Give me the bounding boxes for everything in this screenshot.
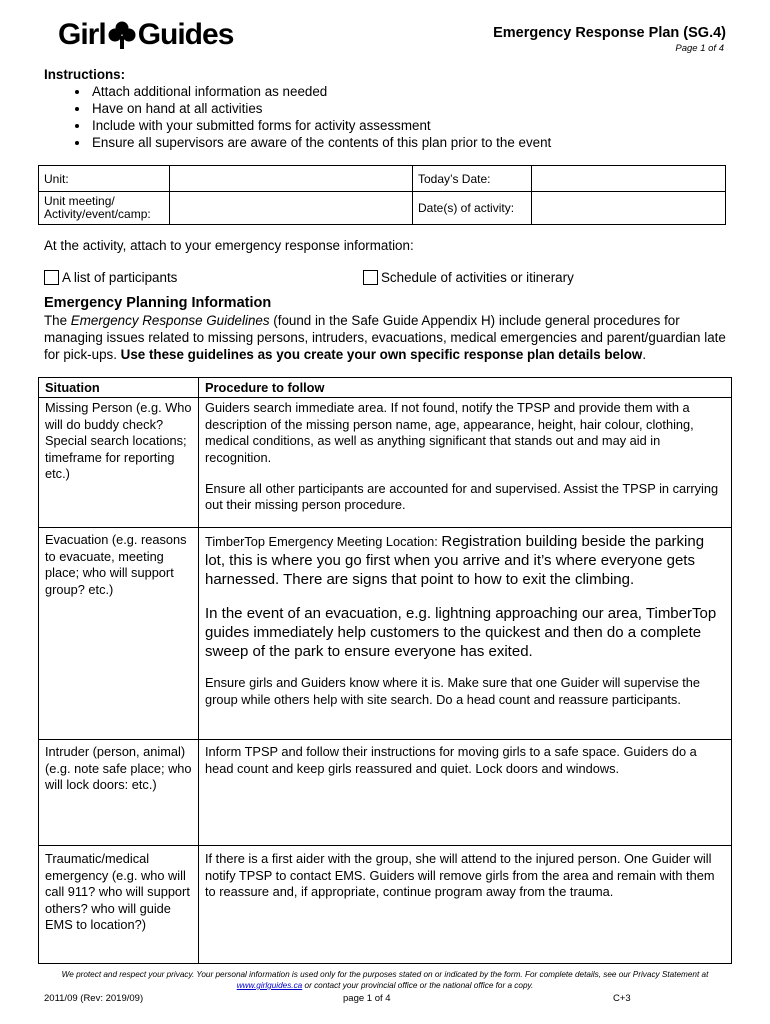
- procedures-table: [38, 377, 732, 964]
- unit-label: Unit:: [39, 166, 170, 192]
- schedule-label: Schedule of activities or itinerary: [381, 270, 574, 285]
- instruction-item: • Have on hand at all activities: [90, 100, 551, 117]
- table-row: [39, 528, 732, 740]
- document-title: Emergency Response Plan (SG.4): [493, 25, 726, 41]
- table-row: [39, 398, 732, 528]
- unit-meeting-label: [39, 192, 170, 225]
- procedure-text: Inform TPSP and follow their instructions for moving girls to a safe space. Guiders do a head count and keep girls reassured and quiet. Lock doors and windows.: [205, 744, 697, 776]
- situation-missing-person: Missing Person (e.g. Who will do buddy check? Special search locations; timeframe for reporting etc.): [39, 398, 199, 528]
- situation-medical: Traumatic/medical emergency (e.g. who will call 911? who will support others? who will guide EMS to location?): [39, 846, 199, 964]
- privacy-link[interactable]: www.girlguides.ca: [236, 981, 303, 990]
- procedure-text: [205, 532, 725, 589]
- procedure-header: Procedure to follow: [199, 378, 732, 398]
- procedure-medical[interactable]: [199, 846, 732, 964]
- procedure-evacuation[interactable]: [199, 528, 732, 740]
- instructions-list: [44, 83, 551, 151]
- procedure-text: In the event of an evacuation, e.g. lightning approaching our area, TimberTop guides immediately help customers to the quickest and then do a complete sweep of the park to ensure everyone has exited.: [205, 605, 717, 661]
- procedure-missing-person[interactable]: [199, 398, 732, 528]
- privacy-statement: [40, 969, 730, 991]
- activity-dates-label: Date(s) of activity:: [413, 192, 532, 225]
- instruction-item: • Ensure all supervisors are aware of the contents of this plan prior to the event: [90, 134, 551, 151]
- procedure-text: Ensure girls and Guiders know where it is. Make sure that one Guider will supervise the group while others help with site search. Do a head count and reassure participants.: [205, 675, 701, 707]
- planning-emphasis: Use these guidelines as you create your own specific response plan details below: [120, 347, 643, 362]
- unit-field[interactable]: [170, 166, 413, 192]
- situation-intruder: Intruder (person, animal) (e.g. note safe place; who will lock doors: etc.): [39, 740, 199, 846]
- planning-text-end: .: [642, 347, 647, 362]
- footer-page-number: page 1 of 4: [343, 993, 391, 1004]
- participants-list-checkbox[interactable]: [44, 270, 59, 285]
- instruction-item: • Attach additional information as needed: [90, 83, 551, 100]
- attach-instructions: At the activity, attach to your emergency response information:: [44, 238, 414, 253]
- schedule-checkbox[interactable]: [363, 270, 378, 285]
- instructions-heading: Instructions:: [44, 67, 126, 82]
- participants-list-label: A list of participants: [62, 270, 178, 285]
- meeting-location-text: Registration building beside the parking lot, this is where you go first when you arrive and it’s where everyone gets harnessed. There are signs that point to how to exit the climbing.: [205, 533, 705, 589]
- participants-list-checkbox-row[interactable]: [44, 270, 177, 285]
- instruction-item: • Include with your submitted forms for activity assessment: [90, 117, 551, 134]
- todays-date-field[interactable]: [532, 166, 726, 192]
- girl-guides-logo: [58, 18, 233, 52]
- procedure-text: Guiders search immediate area. If not found, notify the TPSP and provide them with a description of the missing person name, age, appearance, height, hair colour, clothing, medical conditions, as well as anything significant that stands out and may aid in recognition.: [205, 400, 694, 465]
- logo-text-guides: Guides: [137, 18, 234, 51]
- page-indicator: Page 1 of 4: [675, 43, 724, 54]
- todays-date-label: Today’s Date:: [413, 166, 532, 192]
- privacy-text-2: or contact your provincial office or the national office for a copy.: [302, 981, 534, 990]
- activity-dates-field[interactable]: [532, 192, 726, 225]
- revision-date: 2011/09 (Rev: 2019/09): [44, 993, 144, 1004]
- meeting-location-label: TimberTop Emergency Meeting Location:: [205, 534, 442, 550]
- procedure-text: Ensure all other participants are accounted for and supervised. Assist the TPSP in carrying out their missing person procedure.: [205, 481, 719, 513]
- trefoil-icon: [107, 20, 137, 50]
- situation-header: Situation: [39, 378, 199, 398]
- instructions: [44, 66, 551, 151]
- table-row: [39, 740, 732, 846]
- schedule-checkbox-row[interactable]: [363, 270, 574, 285]
- situation-evacuation: Evacuation (e.g. reasons to evacuate, meeting place; who will support group? etc.): [39, 528, 199, 740]
- table-row: [39, 846, 732, 964]
- table-header-row: [39, 378, 732, 398]
- logo-text-girl: Girl: [58, 18, 106, 51]
- planning-heading: Emergency Planning Information: [44, 295, 272, 311]
- unit-meeting-field[interactable]: [170, 192, 413, 225]
- planning-text-start: The: [44, 313, 71, 328]
- procedure-text: If there is a first aider with the group, she will attend to the injured person. One Guider will notify TPSP to contact EMS. Guiders will remove girls from the area and remain with them to reassure and, if appropriate, continue program away from the trauma.: [205, 851, 715, 900]
- form-code: C+3: [613, 993, 631, 1004]
- planning-text-mid: (found in the Safe Guide Appendix H) include general procedures for managing issues related to missing persons, intruders, evacuations, medical emergencies and parent/guardian late for pick-ups.: [44, 313, 726, 362]
- procedure-intruder[interactable]: [199, 740, 732, 846]
- unit-meeting-label-line2: Activity/event/camp:: [44, 207, 151, 221]
- planning-paragraph: [44, 312, 734, 363]
- unit-meeting-label-line1: Unit meeting/: [44, 194, 115, 208]
- activity-info-table: [38, 165, 726, 225]
- guidelines-title: Emergency Response Guidelines: [70, 313, 270, 328]
- privacy-text-1: We protect and respect your privacy. Your personal information is used only for the purposes stated on or indicated by the form. For complete details, see our Privacy Statement at: [61, 970, 709, 979]
